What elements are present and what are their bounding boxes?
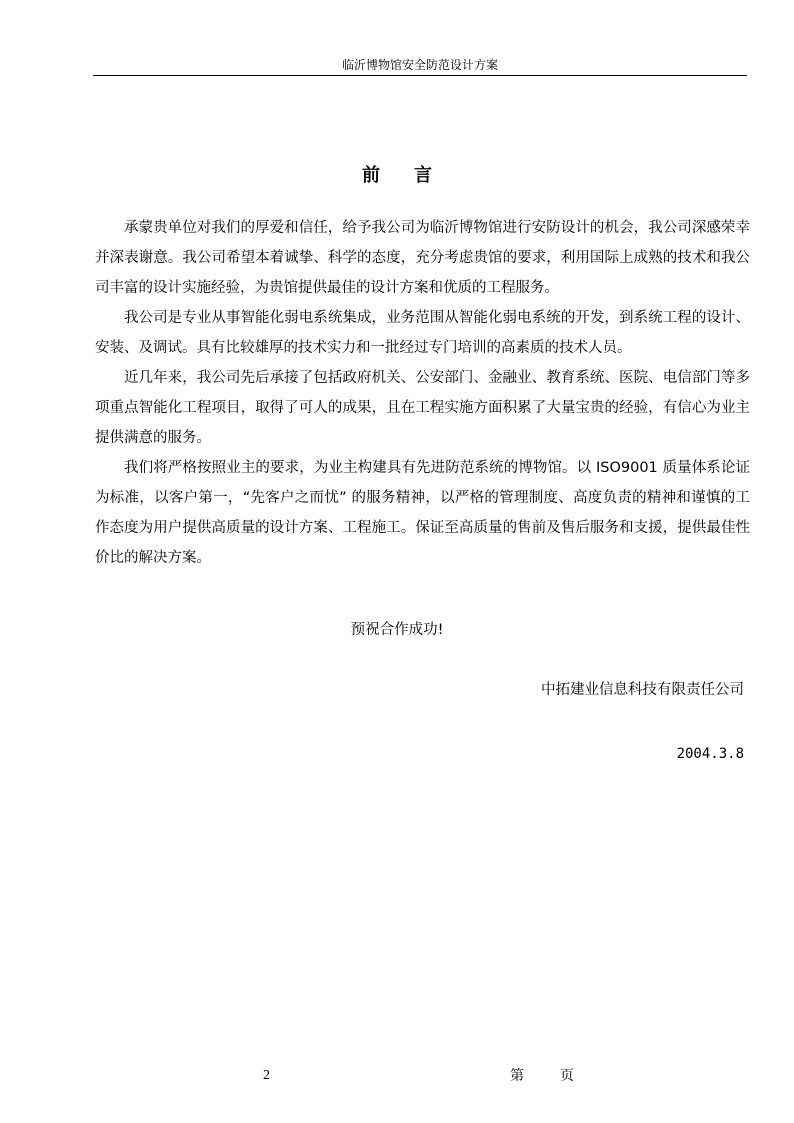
document-title: 前言 <box>362 165 466 186</box>
footer-page-number: 2 <box>263 1068 270 1083</box>
footer-page-label <box>510 1066 574 1086</box>
paragraph-1: 承蒙贵单位对我们的厚爱和信任，给予我公司为临沂博物馆进行安防设计的机会，我公司深感荣幸并深表谢意。我公司希望本着诚挚、科学的态度，充分考虑贵馆的要求，利用国际上成熟的技术和我公司丰富的设计实施经验，为贵馆提供最佳的设计方案和优质的工程服务。 <box>95 220 750 296</box>
footer-page-suffix: 页 <box>560 1068 574 1084</box>
body-text <box>95 213 750 573</box>
footer-page-prefix: 第 <box>510 1068 524 1084</box>
header-title: 临沂博物馆安全防范设计方案 <box>341 58 498 72</box>
paragraph-2: 我公司是专业从事智能化弱电系统集成，业务范围从智能化弱电系统的开发，到系统工程的设计、安装、及调试。具有比较雄厚的技术实力和一批经过专门培训的高素质的技术人员。 <box>95 310 750 356</box>
document-date: 2004.3.8 <box>676 746 744 762</box>
company-name: 中拓建业信息科技有限责任公司 <box>541 682 744 698</box>
paragraph-3: 近几年来，我公司先后承接了包括政府机关、公安部门、金融业、教育系统、医院、电信部门等多项重点智能化工程项目，取得了可人的成果，且在工程实施方面积累了大量宝贵的经验，有信心为业主提供满意的服务。 <box>95 370 750 446</box>
page-header <box>93 55 747 76</box>
paragraph-4: 我们将严格按照业主的要求，为业主构建具有先进防范系统的博物馆。以 ISO9001 质量体系论证为标准，以客户第一，“先客户之而忧” 的服务精神，以严格的管理制度、高度负责的精神和谨慎的工作态度为用户提供高质量的设计方案、工程施工。保证至高质量的售前及售后服务和支援，提供最佳性价比的解决方案。 <box>95 460 750 566</box>
closing-greeting: 预祝合作成功! <box>350 622 444 638</box>
